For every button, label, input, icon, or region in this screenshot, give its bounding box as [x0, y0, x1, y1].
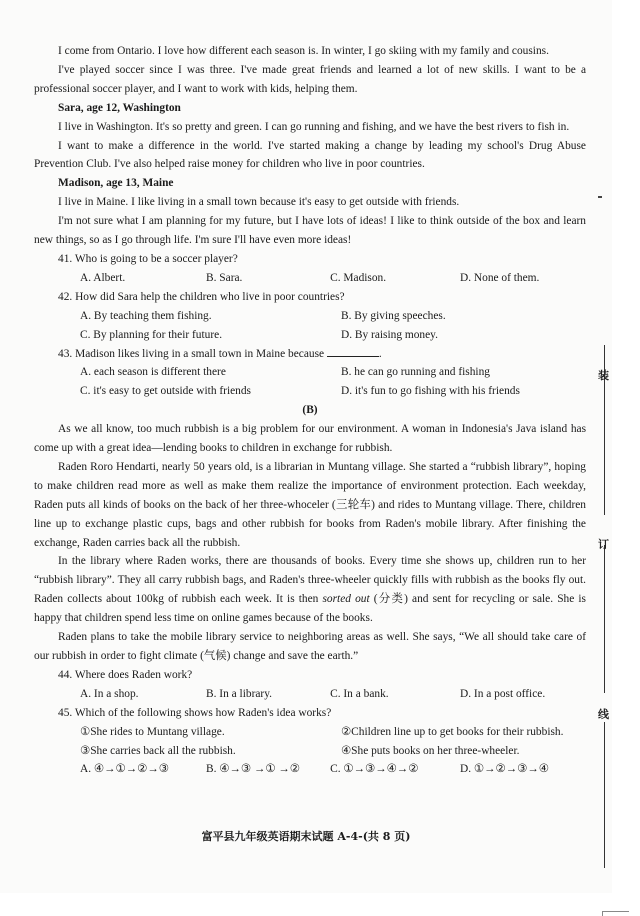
option-d: D. it's fun to go fishing with his friends — [340, 385, 520, 398]
albert-paragraph-1: I come from Ontario. I love how different each season is. In winter, I go skiing with my family and cousins. — [58, 45, 549, 57]
passage-b-paragraph-1: As we all know, too much rubbish is a big problem for our environment. A woman in Indonesia's Java island has come up with a great idea—lending books to children in exchange for rubbish. — [34, 423, 586, 455]
passage-b-paragraph-2: Raden Roro Hendarti, nearly 50 years old, is a librarian in Muntang village. She started a “rubbish library”, hoping to make children read more as well as make them realize the importance of environment protection. Each weekday, Raden puts all kinds of books on the back of her three-whoceler (三轮车) and rides to Muntang village. There, children line up to exchange plastic cups, bags and other rubbish for books from Raden's mobile library. After finishing the exchange, Raden carries back all the rubbish. — [34, 460, 586, 549]
option-d: D. None of them. — [459, 271, 540, 284]
madison-paragraph-1: I live in Maine. I like living in a small town because it's easy to get outside with friends. — [58, 196, 460, 209]
question-41-options — [34, 269, 586, 288]
page-footer: 富平县九年级英语期末试题 A-4-(共 8 页) — [201, 830, 411, 843]
sara-heading: Sara, age 12, Washington — [58, 101, 181, 114]
paragraph-3-start: In the library where Raden works, there are thousands of books. Every time she shows up, children run to her “rubbish library”. They all carry rubbish bags, and Raden's three-wheeler quickly fills with rubbish as the books fly out. Raden collects about 100kg of rubbish each week. It is then — [34, 555, 586, 606]
option-b: B. By giving speeches. — [340, 309, 446, 322]
option-a: A. In a shop. — [80, 687, 139, 700]
binding-line — [604, 722, 605, 868]
question-43-text: 43. Madison likes living in a small town in Maine because — [58, 347, 325, 360]
option-c: C. In a bank. — [330, 687, 389, 700]
question-42-options-row-2 — [34, 326, 586, 345]
passage-b-paragraph-3 — [34, 552, 586, 628]
page-content — [34, 42, 586, 779]
question-45-statements-row-1 — [34, 723, 586, 742]
statement-2: ②Children line up to get books for their rubbish. — [340, 725, 564, 738]
option-d: D. In a post office. — [459, 687, 546, 700]
question-45-statements-row-2 — [34, 742, 586, 761]
option-d: D. ①→②→③→④ — [459, 763, 549, 776]
option-c: C. ①→③→④→② — [330, 763, 419, 776]
albert-paragraph-2: I've played soccer since I was three. I've made great friends and learned a lot of new skills. I want to be a professional soccer player, and I want to work with kids, helping them. — [34, 63, 586, 95]
margin-mark-zhuang: 装 — [598, 369, 609, 382]
paragraph-3-end: (分类) and sent for recycling or sale. She is happy that children spend less time on online games because of the books. — [34, 593, 586, 625]
question-45-options — [34, 760, 586, 779]
question-43-options-row-1 — [34, 363, 586, 382]
question-42-options-row-1 — [34, 307, 586, 326]
margin-dash — [598, 196, 602, 198]
statement-4: ④She puts books on her three-wheeler. — [340, 744, 520, 757]
sara-paragraph-2: I want to make a difference in the world. I've started making a change by leading my school's Drug Abuse Prevention Club. I've also helped raise money for children who live in poor countries. — [34, 139, 586, 171]
passage-b-paragraph-4: Raden plans to take the mobile library service to neighboring areas as well. She says, “We all should take care of our rubbish in order to fight climate (气候) change and save the earth.” — [34, 631, 586, 662]
corner-mark — [602, 911, 629, 916]
binding-line — [604, 545, 605, 693]
madison-heading: Madison, age 13, Maine — [58, 177, 174, 190]
option-b: B. he can go running and fishing — [340, 366, 490, 379]
option-a: A. By teaching them fishing. — [80, 309, 212, 322]
option-c: C. it's easy to get outside with friends — [80, 385, 251, 398]
madison-paragraph-2: I'm not sure what I am planning for my future, but I have lots of ideas! I like to think outside of the box and learn new things, so as I go through life. I'm sure I'll have even more ideas! — [34, 215, 586, 247]
statement-3: ③She carries back all the rubbish. — [80, 744, 236, 757]
option-d: D. By raising money. — [340, 328, 438, 341]
statement-1: ①She rides to Muntang village. — [80, 725, 225, 738]
option-c: C. By planning for their future. — [80, 328, 223, 341]
option-b: B. Sara. — [206, 271, 243, 284]
sorted-out-term: sorted out — [322, 593, 370, 606]
question-41-stem: 41. Who is going to be a soccer player? — [58, 252, 238, 265]
option-a: A. ④→①→②→③ — [80, 763, 169, 776]
option-c: C. Madison. — [330, 271, 387, 284]
answer-blank — [327, 346, 379, 357]
option-a: A. each season is different there — [80, 366, 226, 379]
question-44-stem: 44. Where does Raden work? — [58, 668, 193, 681]
question-43-options-row-2 — [34, 382, 586, 401]
question-45-stem: 45. Which of the following shows how Raden's idea works? — [58, 706, 332, 719]
margin-mark-ding: 订 — [598, 538, 609, 551]
question-43-stem — [34, 345, 586, 364]
sara-paragraph-1: I live in Washington. It's so pretty and green. I can go running and fishing, and we have the best rivers to fish in. — [58, 120, 570, 133]
margin-mark-xian: 线 — [598, 708, 609, 721]
option-a: A. Albert. — [80, 271, 126, 284]
option-b: B. ④→③ →① →② — [206, 763, 301, 776]
question-44-options — [34, 685, 586, 704]
option-b: B. In a library. — [206, 687, 273, 700]
question-43-period: . — [378, 347, 382, 360]
section-b-label: (B) — [302, 404, 318, 417]
question-42-stem: 42. How did Sara help the children who live in poor countries? — [58, 290, 345, 303]
